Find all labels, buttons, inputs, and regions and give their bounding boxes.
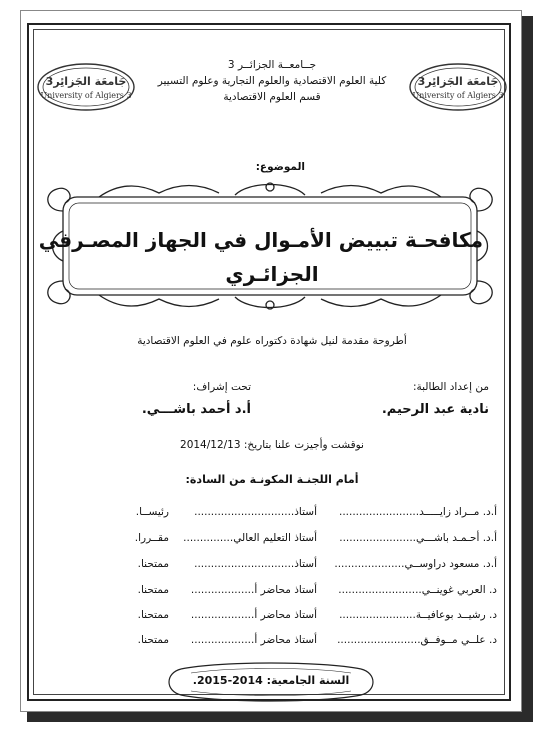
member-role: ممتحنا.	[137, 609, 169, 621]
thesis-title-line-2: الجزائـري	[225, 262, 319, 286]
document-page	[20, 10, 522, 712]
member-role: ممتحنا.	[137, 584, 169, 596]
member-rank: أستاذ محاضر أ...................	[190, 609, 317, 621]
academic-year: السنة الجامعية: 2014-2015.	[192, 674, 350, 687]
defense-date: نوقشت وأجيزت علنا بتاريخ: 2014/12/13	[180, 439, 364, 451]
faculty-name: كلية العلوم الاقتصادية والعلوم التجارية وعلوم التسيير	[157, 75, 387, 87]
member-name: أ.د. مسعود دراوســي.....................	[334, 558, 497, 570]
university-name: جــامعــة الجزائــر 3	[227, 59, 317, 71]
member-name: د. العربي غوينــي.........................	[338, 584, 497, 596]
member-role: ممتحنا.	[137, 558, 169, 570]
seal-english-text: University of Algiers 3	[40, 91, 132, 100]
member-rank: أستاذ محاضر أ...................	[190, 634, 317, 646]
header-block	[139, 57, 405, 105]
member-name: أ.د. أحـمـد باشـــي.......................	[339, 532, 497, 544]
member-rank: أستاذ..............................	[194, 506, 317, 518]
member-name: د. علــي مــوفــق.........................	[337, 634, 497, 646]
member-rank: أستاذ التعليم العالي...............	[183, 532, 317, 544]
committee-row	[77, 634, 497, 652]
department-name: قسم العلوم الاقتصادية	[223, 91, 321, 103]
member-rank: أستاذ..............................	[194, 558, 317, 570]
thesis-title-line-1: مكافحـة تبييض الأمـوال في الجهاز المصـرفي	[38, 228, 483, 252]
member-role: مقــررا.	[134, 532, 169, 544]
committee-row	[77, 609, 497, 627]
university-seal-left	[35, 61, 137, 113]
student-name: نادية عبد الرحيم.	[381, 402, 489, 417]
seal-arabic-text: جَامعَة الجَزائِر3	[45, 75, 127, 88]
committee-row	[77, 506, 497, 524]
committee-row	[77, 584, 497, 602]
member-role: ممتحنا.	[137, 634, 169, 646]
member-rank: أستاذ محاضر أ...................	[190, 584, 317, 596]
member-name: د. رشيــد بوعافيــة.......................	[339, 609, 497, 621]
subject-label: الموضوع:	[255, 161, 305, 173]
member-role: رئيســا.	[135, 506, 169, 518]
prepared-by-label: من إعداد الطالبة:	[412, 381, 489, 393]
thesis-note: أطروحة مقدمة لنيل شهادة دكتوراه علوم في العلوم الاقتصادية	[137, 335, 407, 347]
thesis-title	[38, 223, 483, 291]
member-name: أ.د. مــراد زايـــــد........................	[338, 506, 497, 518]
committee-row	[77, 532, 497, 550]
seal-arabic-text: جَامعَة الجَزائِر3	[417, 75, 499, 88]
committee-heading: أمام اللجنـة المكونـة من السادة:	[185, 473, 359, 486]
seal-english-text: University of Algiers 3	[412, 91, 504, 100]
supervised-by-label: تحت إشراف:	[192, 381, 251, 393]
supervisor-name: أ.د أحمد باشـــي.	[141, 402, 251, 417]
committee-row	[77, 558, 497, 576]
university-seal-right	[407, 61, 509, 113]
